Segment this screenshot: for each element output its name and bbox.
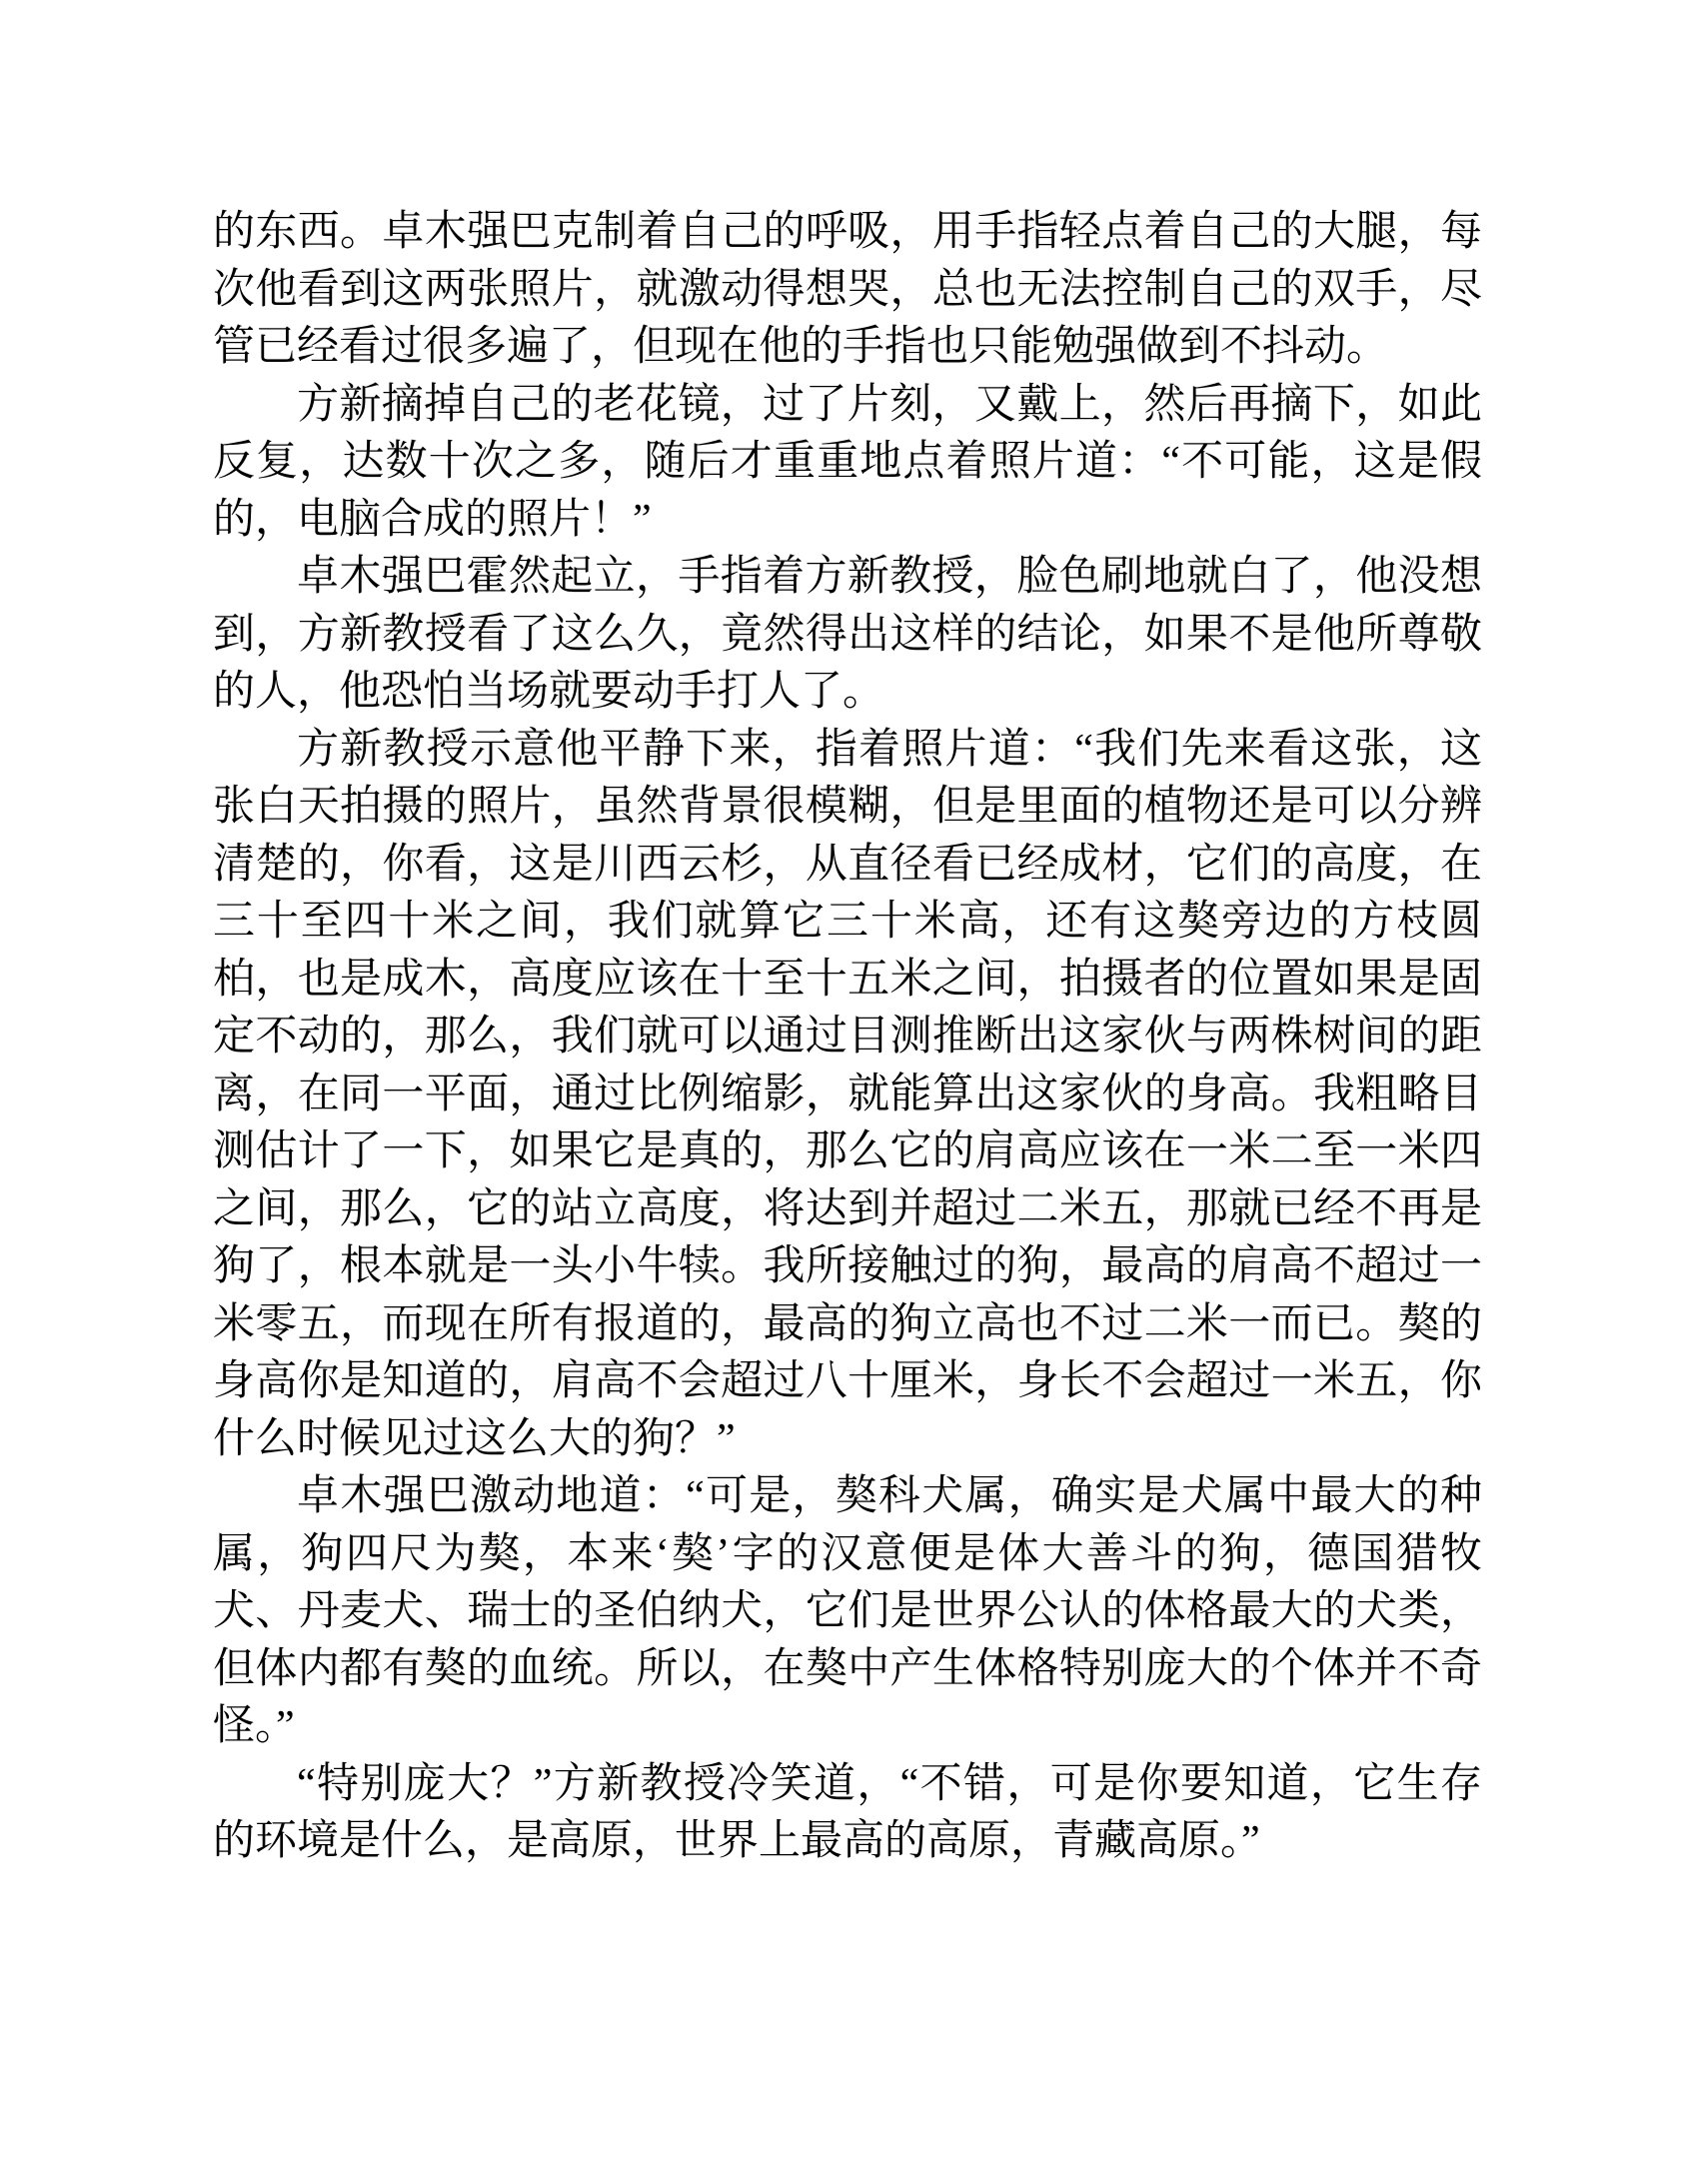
paragraph: 的东西。卓木强巴克制着自己的呼吸，用手指轻点着自己的大腿，每次他看到这两张照片，就激动得想哭，总也无法控制自己的双手，尽管已经看过很多遍了，但现在他的手指也只能勉强做到不抖动。 <box>213 209 1482 370</box>
paragraph: “特别庞大？”方新教授冷笑道，“不错，可是你要知道，它生存的环境是什么，是高原，世界上最高的高原，青藏高原。” <box>213 1760 1482 1864</box>
paragraph: 卓木强巴霍然起立，手指着方新教授，脸色刷地就白了，他没想到，方新教授看了这么久，竟然得出这样的结论，如果不是他所尊敬的人，他恐怕当场就要动手打人了。 <box>213 554 1482 715</box>
paragraph: 卓木强巴激动地道：“可是，獒科犬属，确实是犬属中最大的种属，狗四尺为獒，本来‘獒’字的汉意便是体大善斗的狗，德国猎牧犬、丹麦犬、瑞士的圣伯纳犬，它们是世界公认的体格最大的犬类，但体内都有獒的血统。所以，在獒中产生体格特别庞大的个体并不奇怪。” <box>213 1473 1482 1749</box>
paragraph: 方新摘掉自己的老花镜，过了片刻，又戴上，然后再摘下，如此反复，达数十次之多，随后才重重地点着照片道：“不可能，这是假的，电脑合成的照片！” <box>213 381 1482 543</box>
text-content <box>213 204 1482 1871</box>
paragraph: 方新教授示意他平静下来，指着照片道：“我们先来看这张，这张白天拍摄的照片，虽然背景很模糊，但是里面的植物还是可以分辨清楚的，你看，这是川西云杉，从直径看已经成材，它们的高度，在三十至四十米之间，我们就算它三十米高，还有这獒旁边的方枝圆柏，也是成木，高度应该在十至十五米之间，拍摄者的位置如果是固定不动的，那么，我们就可以通过目测推断出这家伙与两株树间的距离，在同一平面，通过比例缩影，就能算出这家伙的身高。我粗略目测估计了一下，如果它是真的，那么它的肩高应该在一米二至一米四之间，那么，它的站立高度，将达到并超过二米五，那就已经不再是狗了，根本就是一头小牛犊。我所接触过的狗，最高的肩高不超过一米零五，而现在所有报道的，最高的狗立高也不过二米一而已。獒的身高你是知道的，肩高不会超过八十厘米，身长不会超过一米五，你什么时候见过这么大的狗？” <box>213 726 1482 1462</box>
